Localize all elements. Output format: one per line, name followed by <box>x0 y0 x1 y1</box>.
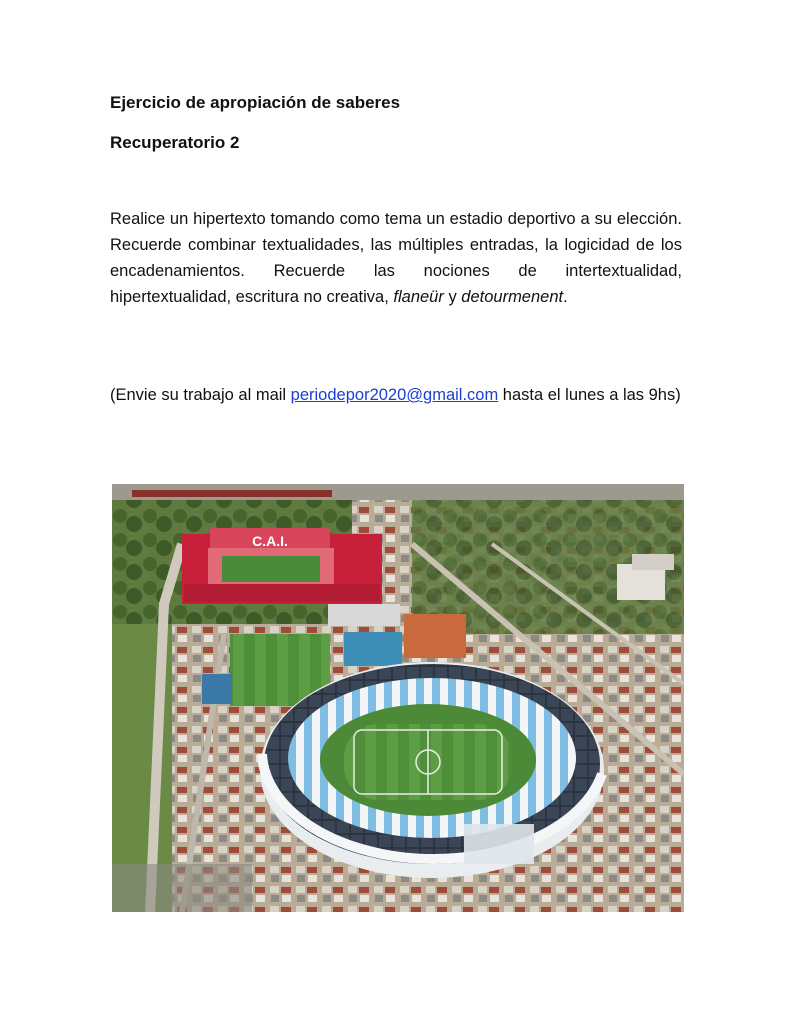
red-stadium <box>182 528 382 604</box>
delivery-text-before: (Envie su trabajo al mail <box>110 386 291 404</box>
main-stadium <box>260 662 604 878</box>
instructions-text-3: . <box>563 288 568 306</box>
instructions-paragraph <box>110 206 682 310</box>
instructions-text-2: y <box>443 288 462 306</box>
instructions-text-1: Realice un hipertexto tomando como tema un estadio deportivo a su elección. Recuerde combinar textualidades, las múltiples entradas, la logicidad de los encadenamientos. Recuerde las nociones de intertextualidad, hipertextualidad, escritura no creativa, <box>110 210 682 306</box>
term-flaneur: flaneür <box>393 288 444 306</box>
delivery-paragraph <box>110 382 682 408</box>
email-link[interactable]: periodepor2020@gmail.com <box>290 386 499 404</box>
delivery-text-after: hasta el lunes a las 9hs) <box>498 386 681 404</box>
clay-court <box>404 614 466 658</box>
doc-title: Ejercicio de apropiación de saberes <box>110 93 401 112</box>
term-detourmenent: detourmenent <box>461 288 564 306</box>
red-stadium-sign: C.A.I. <box>252 533 288 549</box>
stadium-aerial-photo <box>112 484 684 912</box>
doc-subtitle: Recuperatorio 2 <box>110 133 240 152</box>
